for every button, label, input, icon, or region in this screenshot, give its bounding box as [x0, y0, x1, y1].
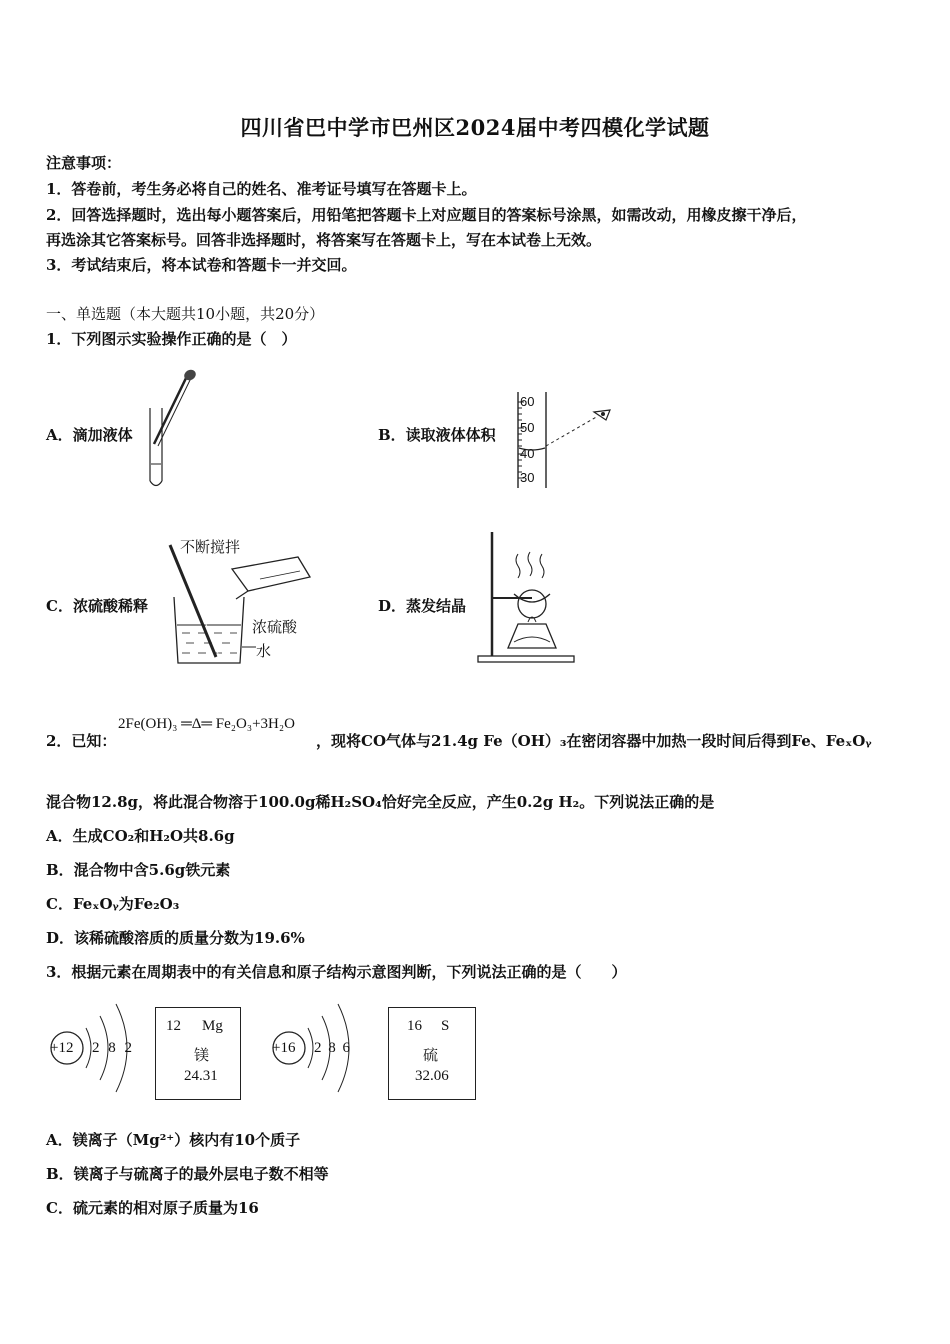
- s-name: 硫: [423, 1046, 439, 1064]
- q1-option-a: A．滴加液体: [46, 426, 133, 444]
- question-2-prefix: 2．已知：: [46, 732, 117, 750]
- q3-option-a: A．镁离子（Mg²⁺）核内有10个质子: [46, 1131, 301, 1149]
- q1-option-c: C．浓硫酸稀释: [46, 597, 148, 615]
- question-3-stem: 3．根据元素在周期表中的有关信息和原子结构示意图判断，下列说法正确的是（ ）: [46, 963, 627, 981]
- mg-mass: 24.31: [184, 1068, 218, 1084]
- section-heading: 一、单选题（本大题共10小题，共20分）: [46, 305, 325, 323]
- mg-nucleus: +12: [50, 1040, 74, 1056]
- q3-option-c: C．硫元素的相对原子质量为16: [46, 1199, 259, 1217]
- s-mass: 32.06: [415, 1068, 449, 1084]
- page-title: 四川省巴中学市巴州区2024届中考四模化学试题: [240, 115, 710, 140]
- scale-label: 60: [520, 394, 535, 409]
- notice-item: 再选涂其它答案标号。回答非选择题时，将答案写在答题卡上，写在本试卷上无效。: [46, 231, 602, 249]
- s-symbol: S: [441, 1018, 450, 1034]
- s-number: 16: [407, 1018, 422, 1034]
- evaporation-figure: [474, 528, 584, 668]
- q3-option-b: B．镁离子与硫离子的最外层电子数不相等: [46, 1165, 329, 1183]
- label-acid: 浓硫酸: [252, 618, 298, 636]
- label-water: 水: [256, 642, 272, 660]
- q2-option-b: B．混合物中含5.6g铁元素: [46, 861, 231, 879]
- label-stir: 不断搅拌: [180, 538, 241, 556]
- scale-label: 40: [520, 446, 535, 461]
- s-nucleus: +16: [272, 1040, 296, 1056]
- question-1-stem: 1．下列图示实验操作正确的是（ ）: [46, 330, 297, 348]
- notice-item: 3．考试结束后，将本试卷和答题卡一并交回。: [46, 256, 357, 274]
- q2-option-a: A．生成CO₂和H₂O共8.6g: [46, 827, 235, 845]
- question-2-stem-a: ，现将CO气体与21.4g Fe（OH）₃在密闭容器中加热一段时间后得到Fe、FeₓOᵧ: [316, 732, 872, 750]
- dropper-figure: [140, 366, 210, 491]
- mg-name: 镁: [194, 1046, 210, 1064]
- mg-element-cell: [155, 1007, 241, 1100]
- q2-option-d: D．该稀硫酸溶质的质量分数为19.6%: [46, 929, 305, 947]
- s-element-cell: [388, 1007, 476, 1100]
- scale-label: 50: [520, 420, 535, 435]
- scale-label: 30: [520, 470, 535, 485]
- question-2-stem-b: 混合物12.8g，将此混合物溶于100.0g稀H₂SO₄恰好完全反应，产生0.2g H₂。下列说法正确的是: [46, 793, 715, 811]
- q1-option-b: B．读取液体体积: [378, 426, 496, 444]
- mg-number: 12: [166, 1018, 181, 1034]
- equation: 2Fe(OH)₃ ═Δ═ Fe₂O₃+3H₂O: [118, 716, 295, 732]
- q2-option-c: C．FeₓOᵧ为Fe₂O₃: [46, 895, 180, 913]
- s-shells: 2 8 6: [314, 1040, 350, 1056]
- notice-item: 1．答卷前，考生务必将自己的姓名、准考证号填写在答题卡上。: [46, 180, 477, 198]
- q1-option-d: D．蒸发结晶: [378, 597, 467, 615]
- mg-shells: 2 8 2: [92, 1040, 132, 1056]
- notice-item: 2．回答选择题时，选出每小题答案后，用铅笔把答题卡上对应题目的答案标号涂黑，如需改动，用橡皮擦干净后，: [46, 206, 807, 224]
- mg-symbol: Mg: [202, 1018, 223, 1034]
- notice-heading: 注意事项：: [46, 154, 122, 172]
